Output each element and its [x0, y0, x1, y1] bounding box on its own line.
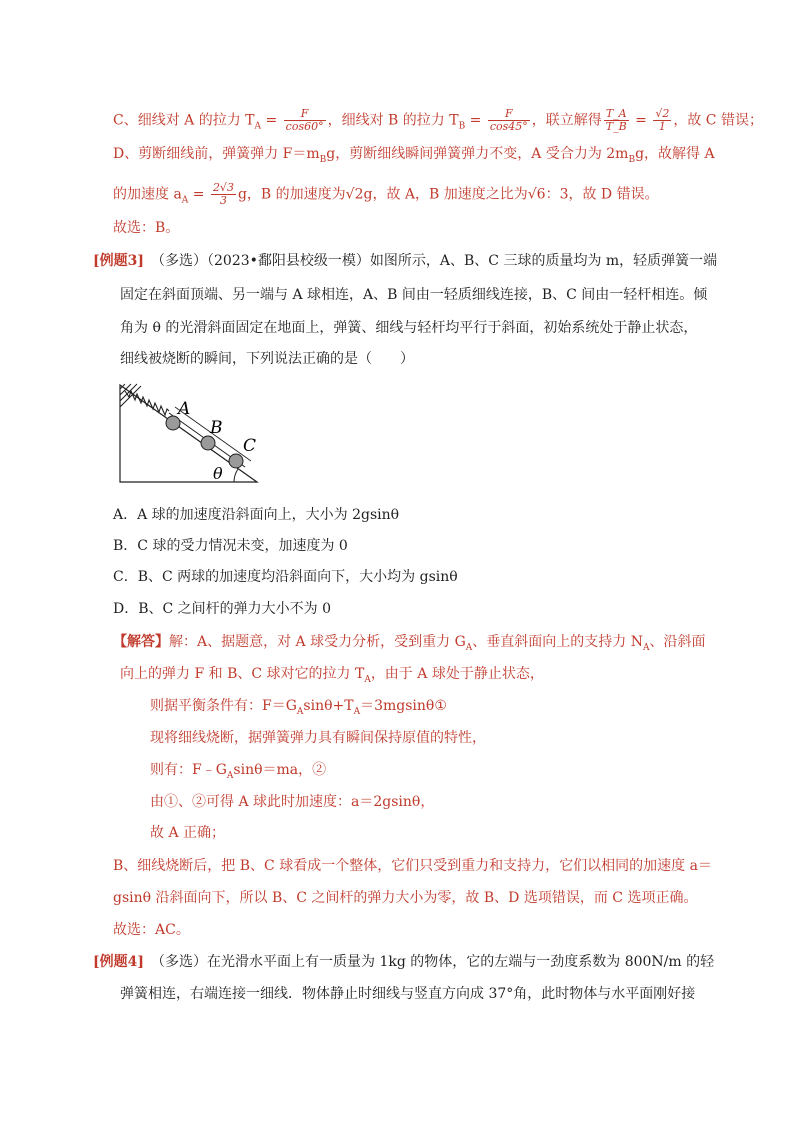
answer-tag: 【解答】	[113, 634, 169, 650]
option-a: A．A 球的加速度沿斜面向上，大小为 2gsinθ	[113, 507, 400, 523]
example4-tag: [例题4]	[93, 954, 144, 970]
spring	[125, 391, 169, 415]
fraction-f-cos45: $\frac{F}{\cos 45^\circ}$	[489, 107, 528, 133]
answer-choice: 故选：AC。	[113, 922, 190, 938]
answer-eq3: 则有：$F﹣G_A\sin\theta=ma$，②	[150, 762, 327, 781]
example3-stem-line3: 角为 θ 的光滑斜面固定在地面上，弹簧、细线与轻杆均平行于斜面，初始系统处于静止状态，	[120, 320, 698, 336]
answer-line2: 向上的弹力 F 和 B、C 球对它的拉力 $T_A$，由于 A 球处于静止状态，	[120, 666, 544, 685]
example3-tag: [例题3]	[93, 253, 144, 269]
example3-stem-line2: 固定在斜面顶端、另一端与 A 球相连，A、B 间由一轻质细线连接，B、C 间由一轻杆相连。倾	[120, 287, 708, 303]
solution-d-line1: D、剪断细线前，弹簧弹力 $F=m_Bg$，剪断细线瞬间弹簧弹力不变，A 受合力为 $2m_Bg$，故解得 A	[113, 146, 715, 165]
fraction-ta-tb: $\frac{T\_A}{T\_B}$	[605, 107, 627, 133]
incline-figure	[117, 381, 262, 486]
example4-stem-line2: 弹簧相连，右端连接一细线．物体静止时细线与竖直方向成 37°角，此时物体与水平面刚好接	[120, 986, 696, 1002]
option-b: B．C 球的受力情况未变，加速度为 0	[113, 538, 348, 554]
answer-eq4: 由①、②可得 A 球此时加速度：a＝2gsinθ，	[150, 794, 435, 810]
label-c: C	[243, 436, 257, 456]
example3-stem-line4: 细线被烧断的瞬间，下列说法正确的是（ ）	[120, 351, 414, 367]
ball-b	[201, 436, 215, 450]
ball-c	[229, 454, 243, 468]
option-d: D．B、C 之间杆的弹力大小不为 0	[113, 601, 332, 617]
example4-stem-line1: [例题4] （多选）在光滑水平面上有一质量为 1kg 的物体，它的左端与一劲度系数为 800N/m 的轻	[93, 954, 715, 970]
solution-choice: 故选：B。	[113, 220, 180, 236]
solution-d-line2: 的加速度 $a_A$ = $\frac{2√3}{3}$ g，B 的加速度为√2g，故 A，B 加速度之比为√6：3，故 D 错误。	[113, 181, 659, 207]
solution-c-line: C、细线对 A 的拉力 $T_A$ = $\frac{F}{\cos 60^\circ}$ ，细线对 B 的拉力 $T_B$ = $\frac{F}{\cos 45^\circ}$ ，联立解得 $\frac{T\_A}{T\_B}$ = $\frac{√2}{1}$ ，故 C 错误；	[113, 107, 763, 133]
answer-eq1: 则据平衡条件有：$F=G_A\sin\theta+T_A=3mgsin\theta ①$	[150, 698, 447, 717]
label-theta: θ	[213, 464, 223, 483]
angle-arc	[234, 469, 238, 482]
answer-eq5: 故 A 正确；	[150, 825, 226, 841]
label-b: B	[210, 418, 223, 438]
answer-line1: 【解答】解：A、据题意，对 A 球受力分析，受到重力 $G_A$、垂直斜面向上的支持力 $N_A$、沿斜面	[113, 634, 706, 653]
option-c: C．B、C 两球的加速度均沿斜面向下，大小均为 gsinθ	[113, 569, 458, 585]
answer-eq2: 现将细线烧断，据弹簧弹力具有瞬间保持原值的特性，	[150, 730, 486, 746]
fraction-2root3-over-3: $\frac{2√3}{3}$	[212, 181, 234, 207]
answer-b-line2: gsinθ 沿斜面向下，所以 B、C 之间杆的弹力大小为零，故 B、D 选项错误，而 C 选项正确。	[113, 890, 698, 906]
example3-stem-line1: [例题3] （多选）（2023•鄱阳县校级一模）如图所示，A、B、C 三球的质量均为 m，轻质弹簧一端	[93, 253, 718, 269]
answer-b-line1: B、细线烧断后，把 B、C 球看成一个整体，它们只受到重力和支持力，它们以相同的加速度 a＝	[113, 858, 712, 874]
label-a: A	[178, 399, 191, 419]
fraction-f-cos60: $\frac{F}{\cos 60^\circ}$	[285, 107, 324, 133]
fraction-root2: $\frac{√2}{1}$	[655, 107, 670, 133]
